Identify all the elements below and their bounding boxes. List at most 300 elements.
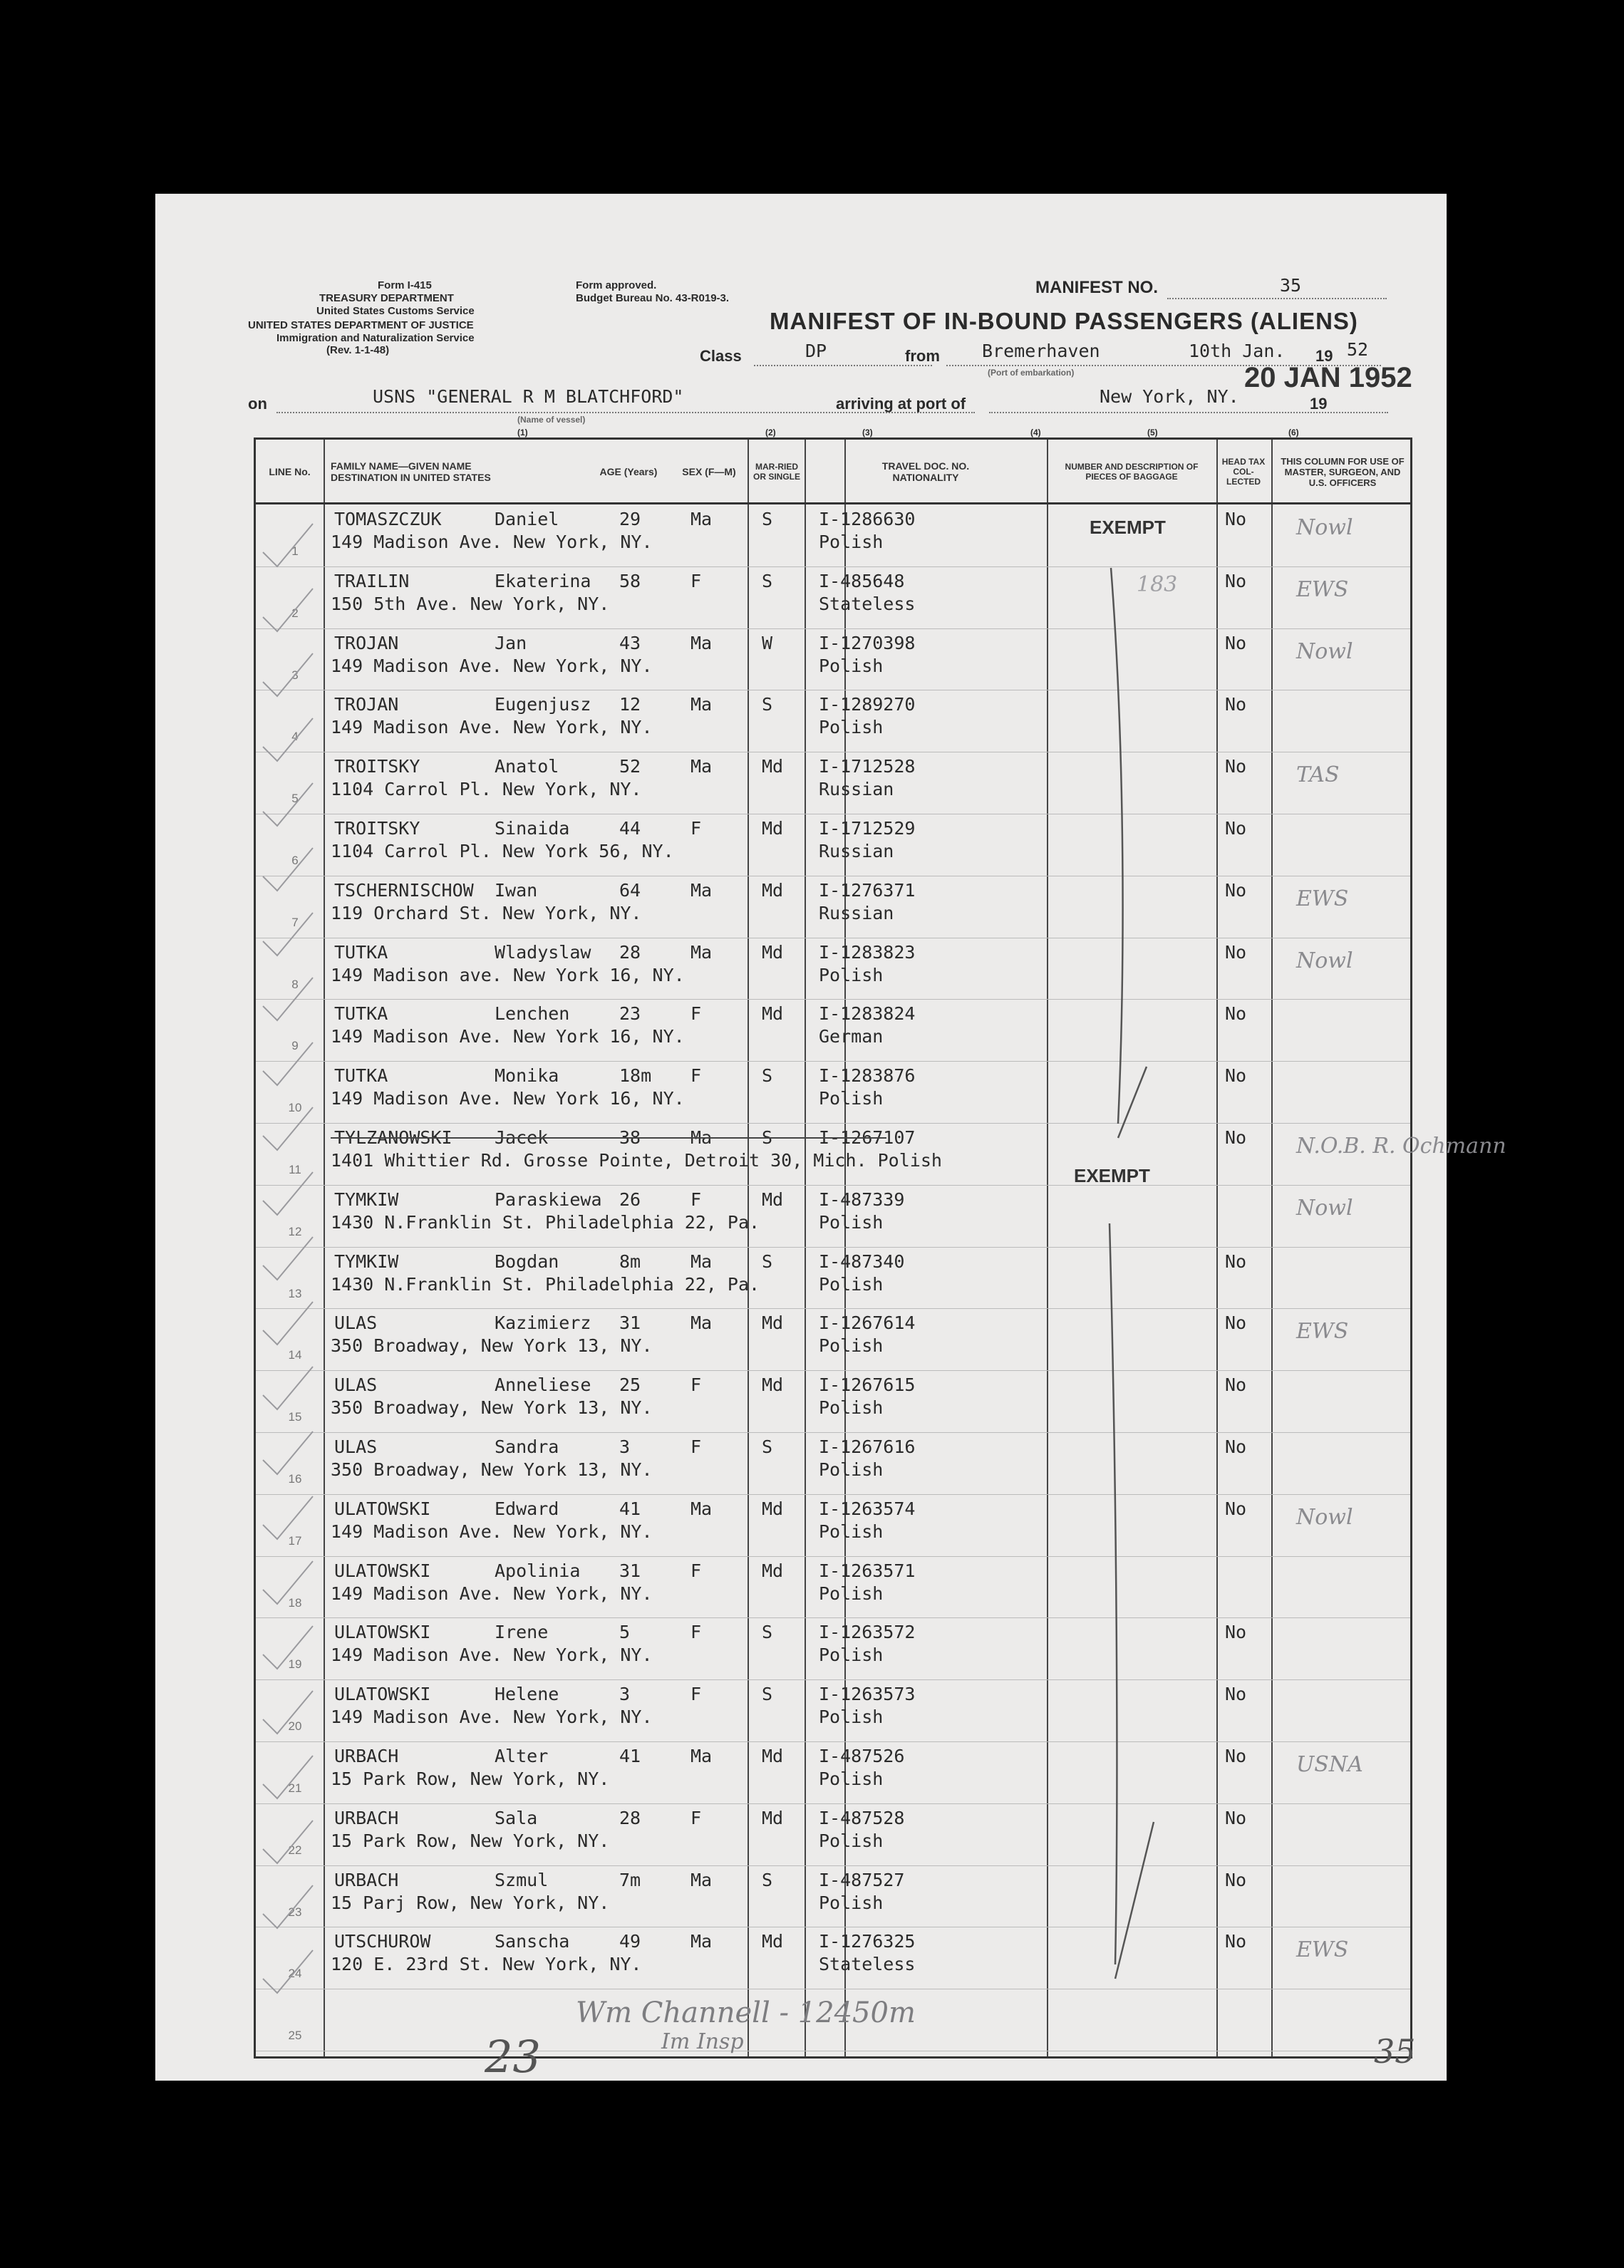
marital-status: S xyxy=(762,509,773,529)
nationality: Polish xyxy=(819,532,884,552)
surname: UTSCHUROW xyxy=(334,1931,431,1952)
line-number: 18 xyxy=(288,1595,302,1610)
form-revision: (Rev. 1-1-48) xyxy=(326,344,390,356)
nationality: Polish xyxy=(819,1707,884,1728)
age: 38 xyxy=(619,1127,641,1148)
sex: F xyxy=(691,1436,702,1457)
line-number: 15 xyxy=(288,1410,302,1424)
age: 25 xyxy=(619,1374,641,1396)
age: 58 xyxy=(619,570,641,591)
inspector-title: Im Insp xyxy=(661,2029,744,2054)
head-tax: No xyxy=(1225,1003,1247,1025)
table-row xyxy=(256,1123,1506,1186)
surname: TYMKIW xyxy=(334,1189,399,1210)
head-tax: No xyxy=(1225,632,1247,653)
manifest-no-value: 35 xyxy=(1280,275,1302,296)
nationality: Stateless xyxy=(819,593,916,614)
nationality: Stateless xyxy=(819,1954,916,1975)
age: 8m xyxy=(619,1250,641,1272)
destination-address: 149 Madison Ave. New York, NY. xyxy=(331,1583,653,1604)
destination-address: 149 Madison Ave. New York 16, NY. xyxy=(331,1026,685,1047)
head-tax: No xyxy=(1225,1127,1247,1148)
travel-doc-no: I-1267107 xyxy=(819,1127,916,1148)
head-tax: No xyxy=(1225,1065,1247,1087)
age: 18m xyxy=(619,1065,652,1087)
col-number-5: (5) xyxy=(1147,428,1158,437)
line-number: 2 xyxy=(291,606,299,620)
surname: URBACH xyxy=(334,1746,399,1766)
budget-bureau: Budget Bureau No. 43-R019-3. xyxy=(576,292,730,304)
travel-doc-no: I-1276325 xyxy=(819,1931,916,1952)
officer-note: TAS xyxy=(1296,762,1340,788)
travel-doc-no: I-1283876 xyxy=(819,1065,916,1087)
surname: URBACH xyxy=(334,1807,399,1828)
year-value: 52 xyxy=(1347,339,1369,360)
given-name: Iwan xyxy=(495,879,538,901)
col-number-6: (6) xyxy=(1288,428,1299,437)
head-tax: No xyxy=(1225,879,1247,901)
destination-address: 350 Broadway, New York 13, NY. xyxy=(331,1397,653,1419)
marital-status: Md xyxy=(762,879,784,901)
given-name: Szmul xyxy=(495,1869,549,1890)
given-name: Jan xyxy=(495,632,527,653)
nationality: Polish xyxy=(819,1645,884,1666)
surname: TYLZANOWSKI xyxy=(334,1127,452,1148)
manifest-no-label: MANIFEST NO. xyxy=(1035,278,1158,297)
destination-address: 350 Broadway, New York 13, NY. xyxy=(331,1459,653,1480)
head-tax: No xyxy=(1225,1684,1247,1705)
marital-status: Md xyxy=(762,756,784,777)
table-row xyxy=(256,1741,1410,1804)
table-row xyxy=(256,1308,1410,1371)
sex: Ma xyxy=(691,1746,713,1766)
travel-doc-no: I-1276371 xyxy=(819,879,916,901)
nationality: Polish xyxy=(819,1088,884,1109)
surname: ULAS xyxy=(334,1374,378,1396)
destination-address: 1430 N.Franklin St. Philadelphia 22, Pa. xyxy=(331,1273,760,1295)
nationality: Polish xyxy=(819,1211,884,1233)
nationality: Polish xyxy=(819,1521,884,1542)
destination-address: 149 Madison Ave. New York, NY. xyxy=(331,717,653,738)
travel-doc-no: I-487340 xyxy=(819,1250,905,1272)
marital-status: Md xyxy=(762,1374,784,1396)
nationality: Polish xyxy=(819,1459,884,1480)
sex: Ma xyxy=(691,1250,713,1272)
head-tax: No xyxy=(1225,1498,1247,1519)
table-row xyxy=(256,690,1410,752)
sex: Ma xyxy=(691,941,713,963)
inspector-signature: Wm Channell - 12450m xyxy=(576,1997,916,2029)
line-number: 10 xyxy=(288,1101,302,1115)
given-name: Ekaterina xyxy=(495,570,591,591)
destination-address: 149 Madison ave. New York 16, NY. xyxy=(331,964,685,985)
destination-address: 149 Madison Ave. New York, NY. xyxy=(331,1707,653,1728)
col-number-2: (2) xyxy=(765,428,776,437)
officer-note: Nowl xyxy=(1296,948,1353,973)
age: 12 xyxy=(619,694,641,715)
officer-note: Nowl xyxy=(1296,1504,1353,1530)
given-name: Sandra xyxy=(495,1436,559,1457)
surname: ULAS xyxy=(334,1436,378,1457)
surname: ULATOWSKI xyxy=(334,1622,431,1643)
treasury-department: TREASURY DEPARTMENT xyxy=(319,292,454,304)
line-number: 13 xyxy=(288,1286,302,1300)
nationality: Polish xyxy=(819,1335,884,1357)
exempt-stamp: EXEMPT xyxy=(1090,517,1166,538)
given-name: Eugenjusz xyxy=(495,694,591,715)
destination-address: 15 Park Row, New York, NY. xyxy=(331,1769,610,1789)
nationality: German xyxy=(819,1026,884,1047)
table-row xyxy=(256,1432,1410,1495)
nationality: Polish xyxy=(819,655,884,676)
sex: F xyxy=(691,1622,702,1643)
departure-date: 10th Jan. xyxy=(1189,341,1286,361)
head-tax: No xyxy=(1225,1931,1247,1952)
destination-address: 149 Madison Ave. New York, NY. xyxy=(331,1521,653,1542)
head-tax: No xyxy=(1225,1869,1247,1890)
travel-doc-no: I-487527 xyxy=(819,1869,905,1890)
arriving-label: arriving at port of xyxy=(836,395,966,413)
marital-status: S xyxy=(762,1065,773,1087)
surname: URBACH xyxy=(334,1869,399,1890)
nationality: Polish xyxy=(819,1892,884,1913)
on-label: on xyxy=(248,395,267,413)
marital-status: Md xyxy=(762,1807,784,1828)
destination-address: 149 Madison Ave. New York, NY. xyxy=(331,655,653,676)
head-tax: No xyxy=(1225,509,1247,529)
surname: TYMKIW xyxy=(334,1250,399,1272)
nationality: Russian xyxy=(819,902,894,923)
officer-note: EWS xyxy=(1296,1319,1349,1345)
age: 29 xyxy=(619,509,641,529)
given-name: Daniel xyxy=(495,509,559,529)
marital-status: S xyxy=(762,1436,773,1457)
travel-doc-no: I-1267616 xyxy=(819,1436,916,1457)
marital-status: Md xyxy=(762,1003,784,1025)
given-name: Paraskiewa xyxy=(495,1189,602,1210)
given-name: Sanscha xyxy=(495,1931,570,1952)
class-label: Class xyxy=(700,347,742,365)
line-number: 20 xyxy=(288,1719,302,1734)
page-number: 35 xyxy=(1374,2032,1416,2071)
form-number: Form I-415 xyxy=(378,279,432,291)
line-number: 24 xyxy=(288,1967,302,1981)
given-name: Edward xyxy=(495,1498,559,1519)
travel-doc-no: I-487528 xyxy=(819,1807,905,1828)
strike-through xyxy=(331,1137,886,1139)
sex: F xyxy=(691,1684,702,1705)
col-number-4: (4) xyxy=(1030,428,1041,437)
travel-doc-no: I-1270398 xyxy=(819,632,916,653)
line-number: 1 xyxy=(291,544,299,558)
travel-doc-no: I-1263572 xyxy=(819,1622,916,1643)
line-number: 25 xyxy=(288,2029,302,2043)
head-tax: No xyxy=(1225,1374,1247,1396)
sex: Ma xyxy=(691,1869,713,1890)
line-number: 17 xyxy=(288,1533,302,1548)
col-header-travel: TRAVEL DOC. NO. NATIONALITY xyxy=(881,460,970,483)
surname: TROJAN xyxy=(334,632,399,653)
officer-note: N.O.B. R. Ochmann xyxy=(1296,1134,1506,1159)
marital-status: S xyxy=(762,1127,773,1148)
col-header-married: MAR-RIED OR SINGLE xyxy=(752,462,800,482)
ins-service: Immigration and Naturalization Service xyxy=(276,332,475,344)
table-row xyxy=(256,876,1410,938)
table-row xyxy=(256,1556,1410,1619)
sex: F xyxy=(691,1189,702,1210)
given-name: Anatol xyxy=(495,756,559,777)
marital-status: S xyxy=(762,1622,773,1643)
surname: TSCHERNISCHOW xyxy=(334,879,474,901)
destination-address: 1401 Whittier Rd. Grosse Pointe, Detroit 30, Mich. Polish xyxy=(331,1150,942,1171)
destination-address: 1104 Carrol Pl. New York, NY. xyxy=(331,779,642,800)
arrival-date-stamp: 20 JAN 1952 xyxy=(1244,362,1412,393)
col-header-age: AGE (Years) xyxy=(599,466,658,477)
table-row xyxy=(256,1494,1410,1557)
line-number: 14 xyxy=(288,1348,302,1362)
marital-status: S xyxy=(762,1684,773,1705)
marital-status: Md xyxy=(762,1560,784,1581)
table-row xyxy=(256,752,1410,814)
line-number: 23 xyxy=(288,1905,302,1919)
year-prefix: 19 xyxy=(1315,347,1333,365)
baggage-code: 183 xyxy=(1137,572,1178,597)
line-number: 7 xyxy=(291,915,299,929)
age: 64 xyxy=(619,879,641,901)
surname: TUTKA xyxy=(334,1065,388,1087)
travel-doc-no: I-1712529 xyxy=(819,818,916,839)
table-row xyxy=(256,1247,1410,1310)
age: 49 xyxy=(619,1931,641,1952)
age: 23 xyxy=(619,1003,641,1025)
travel-doc-no: I-1286630 xyxy=(819,509,916,529)
destination-address: 120 E. 23rd St. New York, NY. xyxy=(331,1954,642,1975)
destination-address: 15 Parj Row, New York, NY. xyxy=(331,1892,610,1913)
col-header-sex: SEX (F—M) xyxy=(682,466,736,477)
line-number: 22 xyxy=(288,1843,302,1857)
head-tax: No xyxy=(1225,1622,1247,1643)
surname: TROITSKY xyxy=(334,756,420,777)
sex: Ma xyxy=(691,509,713,529)
table-row xyxy=(256,1865,1410,1928)
destination-address: 119 Orchard St. New York, NY. xyxy=(331,902,642,923)
age: 43 xyxy=(619,632,641,653)
nationality: Polish xyxy=(819,1273,884,1295)
head-tax: No xyxy=(1225,1436,1247,1457)
exempt-stamp: EXEMPT xyxy=(1074,1165,1150,1186)
passenger-table xyxy=(254,437,1506,2059)
col-header-tax: HEAD TAX COL-LECTED xyxy=(1221,457,1266,487)
sex: Ma xyxy=(691,756,713,777)
col-header-line: LINE No. xyxy=(269,466,311,477)
age: 41 xyxy=(619,1498,641,1519)
line-number: 19 xyxy=(288,1657,302,1672)
table-row xyxy=(256,1061,1410,1124)
surname: TROJAN xyxy=(334,694,399,715)
table-row xyxy=(256,999,1410,1062)
surname: ULATOWSKI xyxy=(334,1560,431,1581)
sex: Ma xyxy=(691,1931,713,1952)
age: 31 xyxy=(619,1560,641,1581)
age: 5 xyxy=(619,1622,631,1643)
customs-service: United States Customs Service xyxy=(316,305,475,317)
table-row xyxy=(256,1617,1410,1680)
marital-status: S xyxy=(762,570,773,591)
sex: Ma xyxy=(691,632,713,653)
age: 31 xyxy=(619,1312,641,1334)
marital-status: W xyxy=(762,632,773,653)
age: 26 xyxy=(619,1189,641,1210)
destination-address: 149 Madison Ave. New York, NY. xyxy=(331,1645,653,1666)
officer-note: Nowl xyxy=(1296,638,1353,664)
table-row xyxy=(256,814,1410,876)
line-number: 8 xyxy=(291,977,299,991)
given-name: Irene xyxy=(495,1622,549,1643)
table-row xyxy=(256,1803,1410,1866)
travel-doc-no: I-485648 xyxy=(819,570,905,591)
marital-status: S xyxy=(762,1869,773,1890)
head-tax: No xyxy=(1225,941,1247,963)
table-row xyxy=(256,566,1410,629)
travel-doc-no: I-1283824 xyxy=(819,1003,916,1025)
sex: Ma xyxy=(691,1498,713,1519)
head-tax: No xyxy=(1225,1746,1247,1766)
nationality: Polish xyxy=(819,964,884,985)
table-row xyxy=(256,628,1410,691)
manifest-title: MANIFEST OF IN-BOUND PASSENGERS (ALIENS) xyxy=(770,308,1358,334)
travel-doc-no: I-1263571 xyxy=(819,1560,916,1581)
given-name: Alter xyxy=(495,1746,549,1766)
arriving-year-prefix: 19 xyxy=(1310,395,1328,413)
row-check-marks xyxy=(256,502,324,2056)
sex: F xyxy=(691,570,702,591)
given-name: Apolinia xyxy=(495,1560,581,1581)
sex: Ma xyxy=(691,1127,713,1148)
age: 3 xyxy=(619,1684,631,1705)
nationality: Polish xyxy=(819,1830,884,1851)
vessel-name: USNS "GENERAL R M BLATCHFORD" xyxy=(373,386,684,407)
sex: F xyxy=(691,1065,702,1087)
sex: F xyxy=(691,1374,702,1396)
line-number: 21 xyxy=(288,1781,302,1795)
line-number: 5 xyxy=(291,792,299,806)
vessel-caption: (Name of vessel) xyxy=(517,415,586,425)
table-row xyxy=(256,1679,1410,1742)
given-name: Helene xyxy=(495,1684,559,1705)
age: 52 xyxy=(619,756,641,777)
sex: Ma xyxy=(691,1312,713,1334)
head-tax: No xyxy=(1225,694,1247,715)
col-header-name: FAMILY NAME—GIVEN NAME DESTINATION IN UNITED STATES xyxy=(331,460,491,483)
sex: F xyxy=(691,1807,702,1828)
surname: ULATOWSKI xyxy=(334,1684,431,1705)
age: 44 xyxy=(619,818,641,839)
travel-doc-no: I-1289270 xyxy=(819,694,916,715)
given-name: Jacek xyxy=(495,1127,549,1148)
line-number: 16 xyxy=(288,1472,302,1486)
manifest-page xyxy=(155,194,1506,2083)
surname: TRAILIN xyxy=(334,570,410,591)
line-number: 4 xyxy=(291,730,299,744)
travel-doc-no: I-1263574 xyxy=(819,1498,916,1519)
given-name: Sala xyxy=(495,1807,538,1828)
destination-address: 350 Broadway, New York 13, NY. xyxy=(331,1335,653,1357)
nationality: Polish xyxy=(819,717,884,738)
passenger-count: 23 xyxy=(485,2031,541,2083)
officer-note: Nowl xyxy=(1296,515,1353,540)
nationality: Russian xyxy=(819,841,894,861)
officer-note: EWS xyxy=(1296,576,1349,602)
nationality: Polish xyxy=(819,1397,884,1419)
destination-address: 1430 N.Franklin St. Philadelphia 22, Pa. xyxy=(331,1211,760,1233)
given-name: Kazimierz xyxy=(495,1312,591,1334)
marital-status: Md xyxy=(762,1746,784,1766)
given-name: Sinaida xyxy=(495,818,570,839)
travel-doc-no: I-1267615 xyxy=(819,1374,916,1396)
age: 41 xyxy=(619,1746,641,1766)
age: 3 xyxy=(619,1436,631,1457)
justice-department: UNITED STATES DEPARTMENT OF JUSTICE xyxy=(248,319,474,331)
sex: F xyxy=(691,1003,702,1025)
destination-address: 149 Madison Ave. New York, NY. xyxy=(331,532,653,552)
table-row xyxy=(256,1927,1410,1989)
officer-note: EWS xyxy=(1296,1937,1349,1963)
sex: Ma xyxy=(691,694,713,715)
col-number-1: (1) xyxy=(517,428,528,437)
officer-note: EWS xyxy=(1296,886,1349,911)
line-number: 12 xyxy=(288,1224,302,1238)
surname: TROITSKY xyxy=(334,818,420,839)
marital-status: Md xyxy=(762,1312,784,1334)
table-row xyxy=(256,1370,1410,1433)
baggage-bracket-lines xyxy=(1047,539,1218,2071)
from-label: from xyxy=(905,347,940,365)
col-number-3: (3) xyxy=(862,428,873,437)
port-caption: (Port of embarkation) xyxy=(988,368,1075,378)
surname: TUTKA xyxy=(334,941,388,963)
destination-address: 149 Madison Ave. New York 16, NY. xyxy=(331,1088,685,1109)
surname: TUTKA xyxy=(334,1003,388,1025)
marital-status: S xyxy=(762,1250,773,1272)
travel-doc-no: I-1267614 xyxy=(819,1312,916,1334)
travel-doc-no: I-1712528 xyxy=(819,756,916,777)
col-header-officers: THIS COLUMN FOR USE OF MASTER, SURGEON, AND U.S. OFFICERS xyxy=(1281,455,1405,488)
given-name: Wladyslaw xyxy=(495,941,591,963)
given-name: Lenchen xyxy=(495,1003,570,1025)
surname: TOMASZCZUK xyxy=(334,509,442,529)
marital-status: S xyxy=(762,694,773,715)
officer-note: USNA xyxy=(1296,1752,1363,1777)
destination-address: 1104 Carrol Pl. New York 56, NY. xyxy=(331,841,674,861)
nationality: Polish xyxy=(819,1583,884,1604)
nationality: Polish xyxy=(819,1769,884,1789)
given-name: Bogdan xyxy=(495,1250,559,1272)
head-tax: No xyxy=(1225,1807,1247,1828)
age: 28 xyxy=(619,1807,641,1828)
line-number: 3 xyxy=(291,668,299,682)
sex: Ma xyxy=(691,879,713,901)
head-tax: No xyxy=(1225,756,1247,777)
travel-doc-no: I-1283823 xyxy=(819,941,916,963)
line-number: 9 xyxy=(291,1039,299,1053)
head-tax: No xyxy=(1225,570,1247,591)
given-name: Monika xyxy=(495,1065,559,1087)
nationality: Russian xyxy=(819,779,894,800)
destination-address: 15 Park Row, New York, NY. xyxy=(331,1830,610,1851)
surname: ULATOWSKI xyxy=(334,1498,431,1519)
age: 7m xyxy=(619,1869,641,1890)
sex: F xyxy=(691,1560,702,1581)
